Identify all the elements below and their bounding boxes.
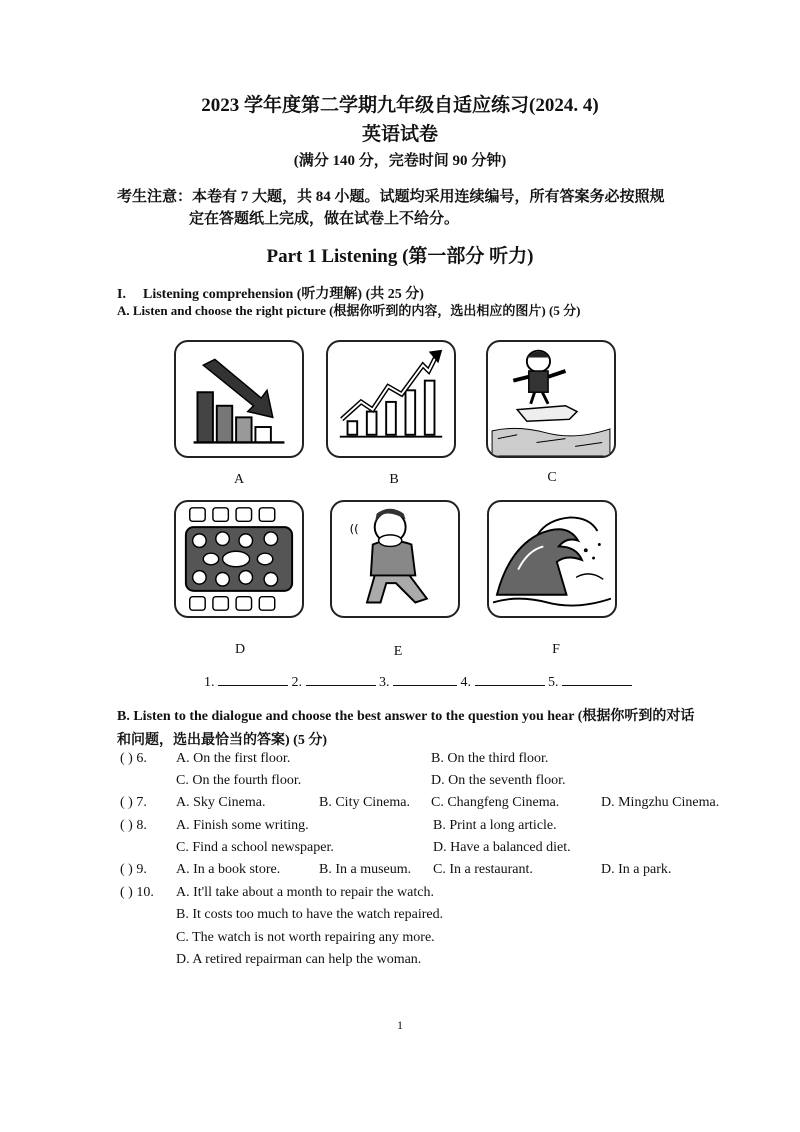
question-10-option-c: C. The watch is not worth repairing any more. [176, 930, 435, 945]
question-9-option-c: C. In a restaurant. [433, 862, 533, 877]
picture-label-e: E [393, 644, 403, 659]
question-8-option-d: D. Have a balanced diet. [433, 840, 571, 855]
question-9-option-a: A. In a book store. [176, 862, 281, 877]
exam-title: 2023 学年度第二学期九年级自适应练习(2024. 4) [201, 95, 599, 116]
question-6-option-b: B. On the third floor. [431, 751, 549, 766]
answer-blanks [204, 671, 632, 691]
question-9-number[interactable]: ( ) 9. [120, 862, 147, 877]
sectionB-line2: 和问题，选出最恰当的答案) (5 分) [117, 733, 327, 748]
dinner-table-icon [174, 500, 304, 618]
blank-label-5: 5. [548, 675, 559, 690]
question-10-option-b: B. It costs too much to have the watch repaired. [176, 907, 444, 922]
answer-blank-4[interactable] [475, 671, 545, 686]
person-on-ice-icon [486, 340, 616, 458]
question-7-option-d: D. Mingzhu Cinema. [601, 795, 720, 810]
question-9-option-d: D. In a park. [601, 862, 672, 877]
answer-blank-5[interactable] [562, 671, 632, 686]
section1-number: I. [117, 287, 126, 302]
question-10-option-a: A. It'll take about a month to repair the watch. [176, 885, 434, 900]
question-10-number[interactable]: ( ) 10. [120, 885, 154, 900]
answer-blank-1[interactable] [218, 671, 288, 686]
page-number: 1 [397, 1018, 403, 1032]
rising-bar-chart-icon [326, 340, 456, 458]
question-6-number[interactable]: ( ) 6. [120, 751, 147, 766]
question-7-option-b: B. City Cinema. [319, 795, 410, 810]
picture-label-d: D [234, 642, 246, 657]
question-8-option-b: B. Print a long article. [433, 818, 557, 833]
question-6-option-d: D. On the seventh floor. [431, 773, 566, 788]
question-7-option-c: C. Changfeng Cinema. [431, 795, 560, 810]
exam-subject: 英语试卷 [361, 124, 438, 145]
notice-line1: 本卷有 7 大题，共 84 小题。试题均采用连续编号，所有答案务必按照规 [192, 189, 665, 205]
part1-title: Part 1 Listening (第一部分 听力) [266, 246, 534, 267]
exam-notice [117, 186, 717, 230]
boy-kneeling-icon [330, 500, 460, 618]
answer-blank-2[interactable] [306, 671, 376, 686]
blank-label-4: 4. [460, 675, 471, 690]
question-8-option-a: A. Finish some writing. [176, 818, 309, 833]
question-9-option-b: B. In a museum. [319, 862, 412, 877]
notice-line2: 定在答题纸上完成，做在试卷上不给分。 [189, 211, 460, 227]
question-7-option-a: A. Sky Cinema. [176, 795, 266, 810]
question-7-number[interactable]: ( ) 7. [120, 795, 147, 810]
question-6-option-a: A. On the first floor. [176, 751, 291, 766]
picture-label-c: C [547, 470, 557, 485]
question-8-option-c: C. Find a school newspaper. [176, 840, 334, 855]
picture-label-f: F [552, 642, 560, 657]
question-6-option-c: C. On the fourth floor. [176, 773, 302, 788]
blank-label-2: 2. [291, 675, 302, 690]
svg-text:((: (( [349, 521, 359, 536]
big-wave-icon [487, 500, 617, 618]
answer-blank-3[interactable] [393, 671, 457, 686]
falling-bar-chart-icon [174, 340, 304, 458]
sectionB-heading [117, 705, 727, 753]
section1-text: Listening comprehension (听力理解) (共 25 分) [143, 287, 424, 302]
sectionA-heading: A. Listen and choose the right picture (根据你听到的内容，选出相应的图片) (5 分) [117, 303, 581, 318]
exam-info: (满分 140 分，完卷时间 90 分钟) [293, 153, 507, 169]
question-10-option-d: D. A retired repairman can help the woman. [176, 952, 422, 967]
blank-label-3: 3. [379, 675, 390, 690]
sectionB-line1: B. Listen to the dialogue and choose the best answer to the question you hear (根据你听到的对话 [117, 709, 695, 724]
blank-label-1: 1. [204, 675, 215, 690]
question-8-number[interactable]: ( ) 8. [120, 818, 147, 833]
notice-label: 考生注意： [117, 189, 193, 205]
picture-label-b: B [389, 472, 399, 487]
picture-label-a: A [233, 472, 245, 487]
